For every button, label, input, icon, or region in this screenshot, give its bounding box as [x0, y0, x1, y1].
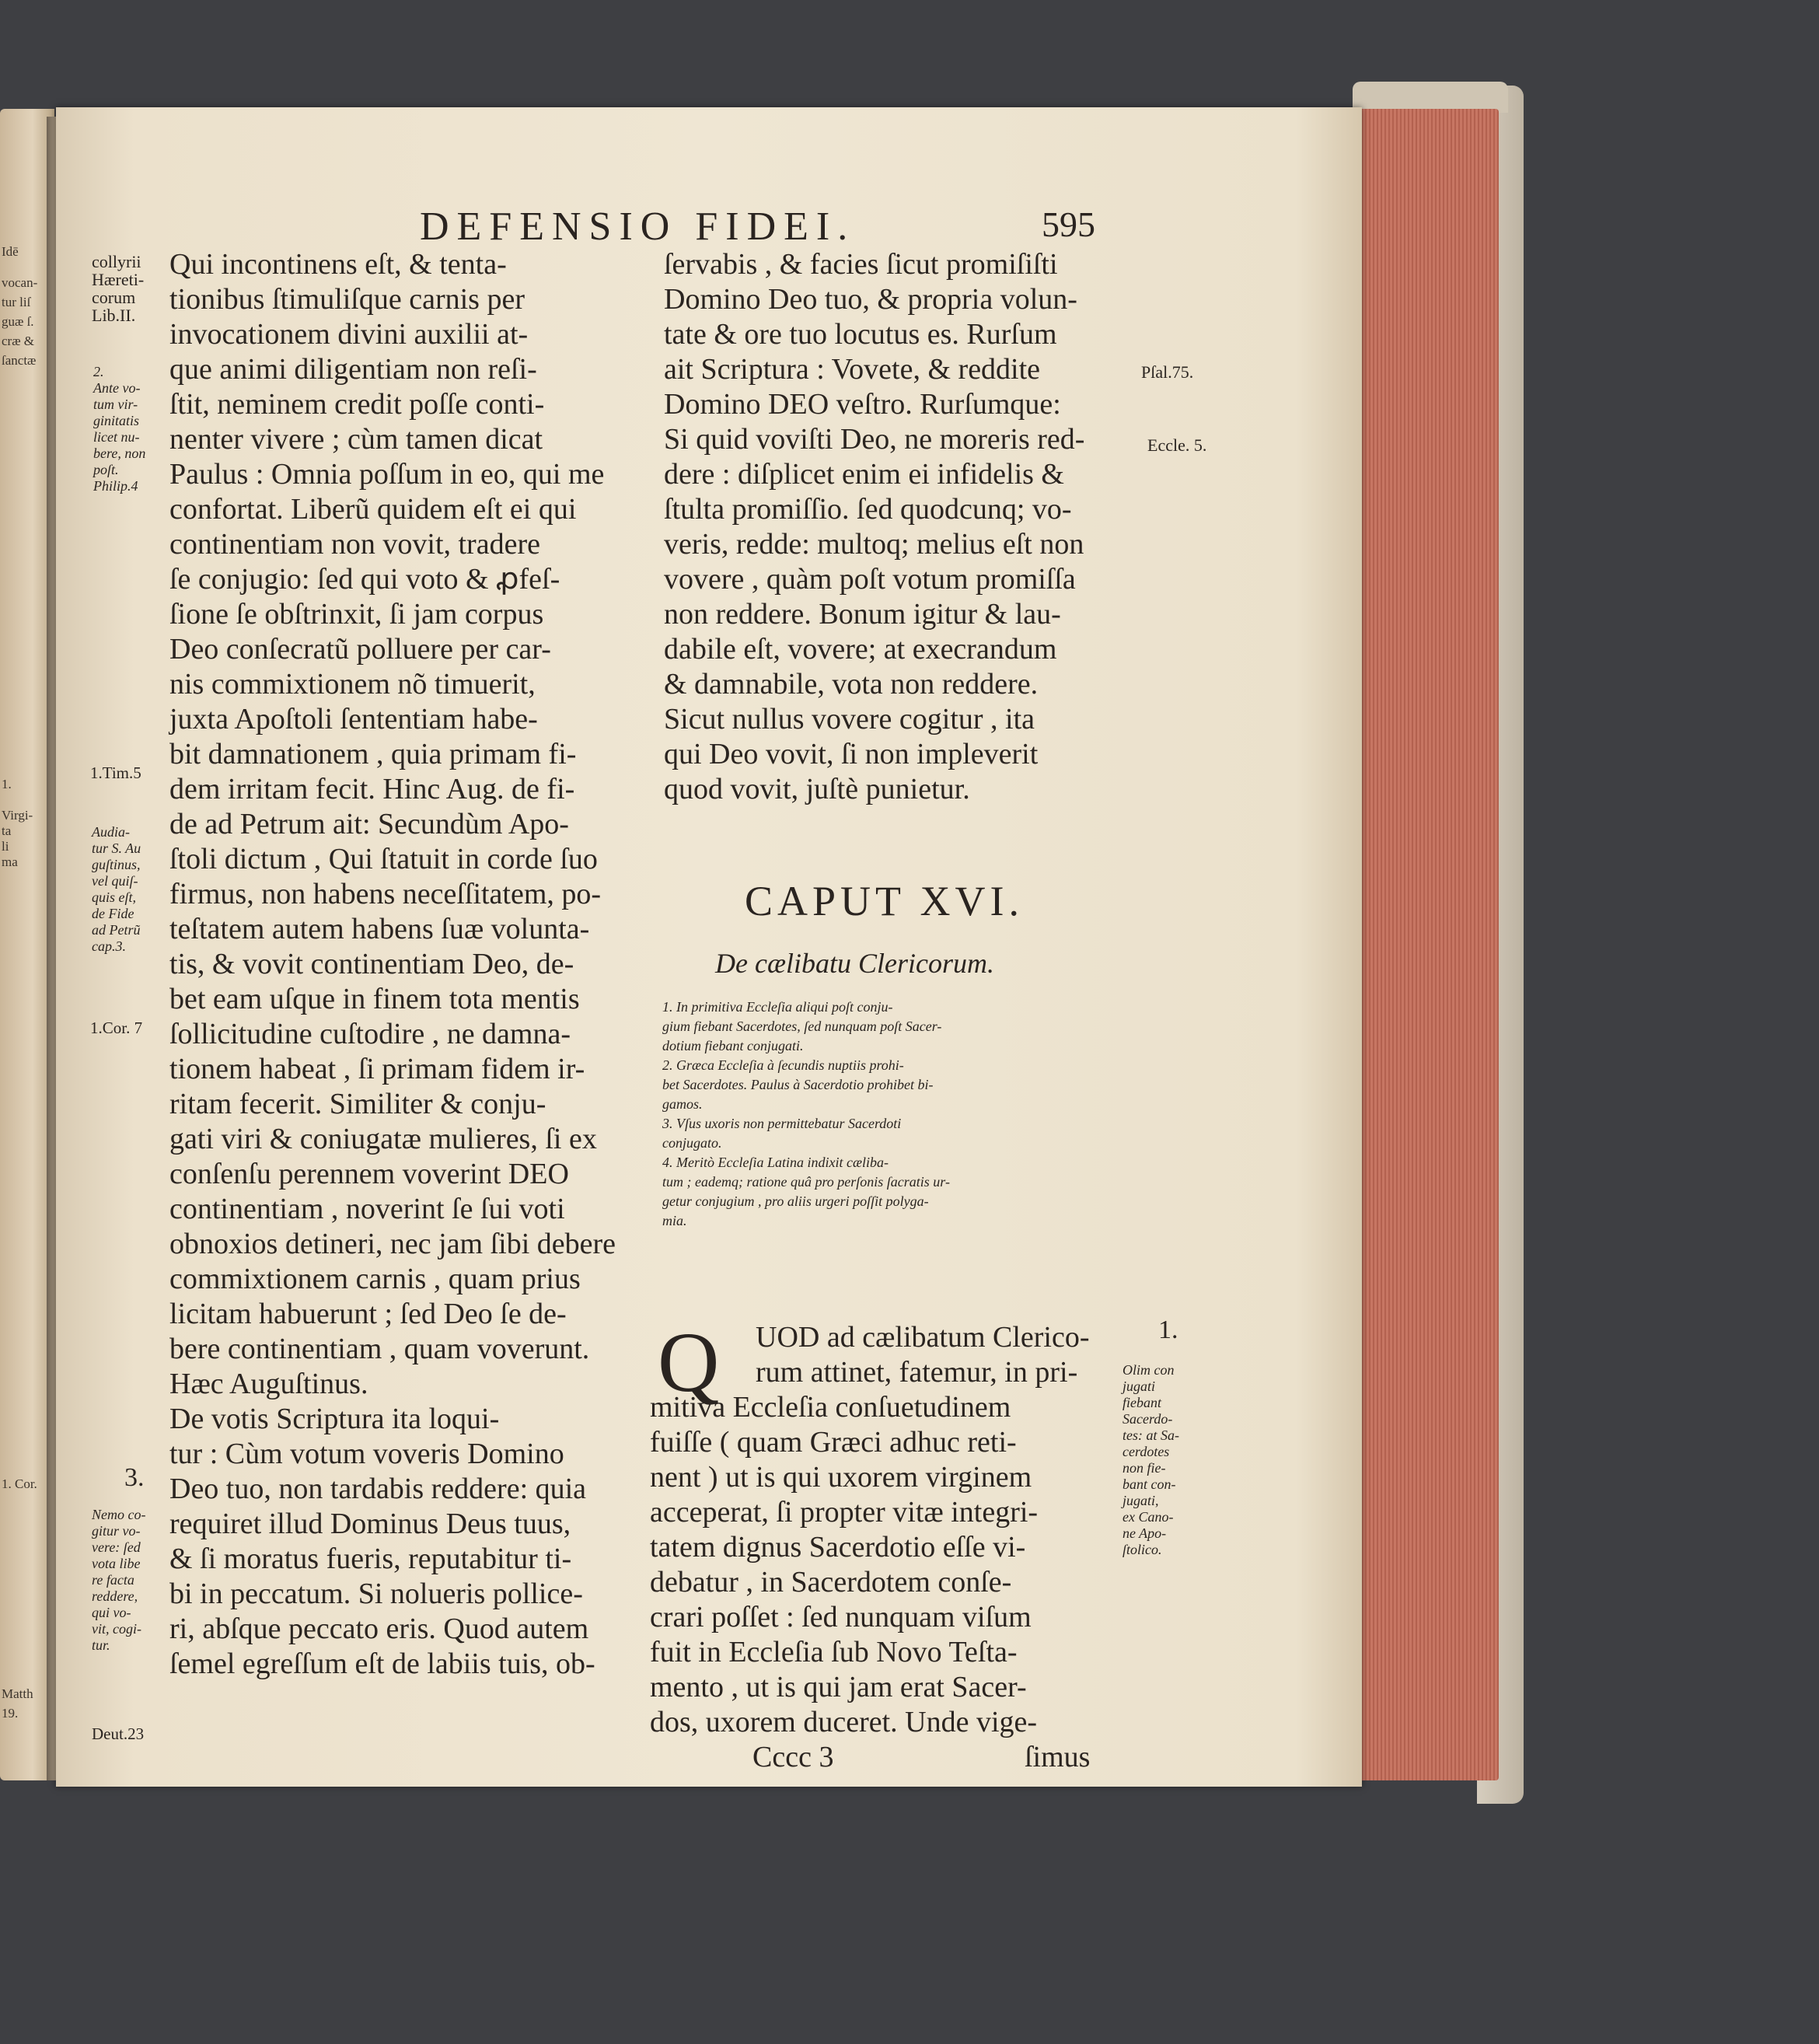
text-line: ſtulta promiſſio. ſed quodcunq; vo-: [664, 493, 1072, 526]
margin-note-psal: [1141, 364, 1193, 380]
text-line: acceperat, ſi propter vitæ integri-: [650, 1496, 1039, 1529]
text-line: de ad Petrum ait: Secundùm Apo-: [169, 808, 569, 840]
margin-note-line: cap.3.: [92, 938, 126, 954]
summary-line: bet Sacerdotes. Paulus à Sacerdotio prohibet bi-: [662, 1077, 934, 1092]
text-line: ſtoli dictum , Qui ſtatuit in corde ſuo: [169, 843, 598, 875]
text-line: Paulus : Omnia poſſum in eo, qui me: [169, 458, 605, 491]
previous-page-fragment: 1. Cor.: [2, 1476, 37, 1491]
margin-note-line: gitur vo-: [92, 1523, 141, 1539]
margin-note-line: tur.: [92, 1637, 110, 1653]
margin-note-line: guſtinus,: [92, 857, 141, 872]
margin-note-ante-votum: [93, 364, 145, 494]
margin-note-line: qui vo-: [92, 1605, 131, 1620]
previous-page-fragment: ma: [2, 854, 18, 869]
red-fore-edge: [1359, 109, 1499, 1780]
margin-note-line: ex Cano-: [1122, 1509, 1174, 1525]
margin-note-line: fiebant: [1122, 1395, 1161, 1410]
summary-line: 4. Meritò Eccleſia Latina indixit cæliba-: [662, 1155, 889, 1170]
margin-note-line: ſtolico.: [1122, 1542, 1162, 1557]
summary-line: mia.: [662, 1213, 687, 1228]
margin-note-line: 2.: [93, 364, 104, 379]
margin-note-line: vel quiſ-: [92, 873, 138, 889]
margin-note-collyrii: [92, 253, 144, 324]
previous-page-fragment: vocan-: [2, 275, 38, 290]
margin-note-olim-conjugati: [1122, 1362, 1179, 1558]
margin-note-line: reddere,: [92, 1588, 138, 1604]
text-line: bi in peccatum. Si nolueris pollice-: [169, 1578, 583, 1610]
text-line: mento , ut is qui jam erat Sacer-: [650, 1671, 1027, 1703]
text-line: Domino DEO veſtro. Rurſumque:: [664, 388, 1061, 421]
margin-note-line: non fie-: [1122, 1460, 1166, 1476]
text-line: continentiam , noverint ſe ſui voti: [169, 1193, 565, 1225]
previous-page-fragment: cræ &: [2, 334, 35, 348]
margin-note-line: vota libe: [92, 1556, 141, 1571]
previous-page-fragment: Idē: [2, 244, 19, 259]
margin-note-line: Ante vo-: [93, 380, 141, 396]
text-line: bit damnationem , quia primam fi-: [169, 738, 577, 770]
book-headcap: [1353, 82, 1508, 113]
text-line: non reddere. Bonum igitur & lau-: [664, 598, 1061, 631]
margin-note-line: 1.Cor. 7: [90, 1019, 143, 1037]
text-line: ſione ſe obſtrinxit, ſi jam corpus: [169, 598, 544, 631]
previous-page-fragment: 19.: [2, 1706, 19, 1721]
left-text-column: [169, 247, 616, 1682]
text-line: fuiſſe ( quam Græci adhuc reti-: [650, 1426, 1017, 1459]
chapter-body: [650, 1315, 1090, 1740]
text-line: gati viri & coniugatæ mulieres, ſi ex: [169, 1123, 597, 1155]
margin-note-line: ne Apo-: [1122, 1525, 1167, 1541]
text-line: obnoxios detineri, nec jam ſibi debere: [169, 1228, 616, 1260]
text-line: ſervabis , & facies ſicut promiſiſti: [664, 248, 1058, 281]
text-line: continentiam non vovit, tradere: [169, 528, 540, 561]
text-line: teſtatem autem habens ſuæ volunta-: [169, 913, 590, 945]
previous-page-fragment: li: [2, 839, 9, 854]
text-line: ait Scriptura : Vovete, & reddite: [664, 353, 1041, 386]
margin-note-line: re facta: [92, 1572, 134, 1588]
text-line: tionibus ſtimuliſque carnis per: [169, 283, 525, 316]
margin-note-line: 3.: [124, 1463, 145, 1492]
previous-page-fragment: ta: [2, 823, 12, 838]
margin-note-line: collyrii: [92, 252, 141, 271]
text-line: dabile eſt, vovere; at execrandum: [664, 633, 1057, 666]
text-line: crari poſſet : ſed nunquam viſum: [650, 1601, 1032, 1633]
text-line: veris, redde: multoq; melius eſt non: [664, 528, 1084, 561]
text-line: firmus, non habens neceſſitatem, po-: [169, 878, 602, 910]
margin-note-line: jugati: [1122, 1378, 1156, 1394]
text-line: ſe conjugio: ſed qui voto & ꝓfeſ-: [169, 563, 560, 596]
previous-page-fragment: guæ ſ.: [2, 314, 34, 329]
text-line: dere : diſplicet enim ei infidelis &: [664, 458, 1064, 491]
margin-note-line: Hæreti-: [92, 270, 145, 289]
margin-note-line: tur S. Au: [92, 840, 141, 856]
text-line: & ſi moratus fueris, reputabitur ti-: [169, 1543, 572, 1575]
margin-note-line: Audia-: [92, 824, 130, 840]
summary-line: gium fiebant Sacerdotes, ſed nunquam poſt Sacer-: [662, 1019, 942, 1034]
text-line: nis commixtionem nõ timuerit,: [169, 668, 536, 701]
text-line: tate & ore tuo locutus es. Rurſum: [664, 318, 1057, 351]
margin-note-line: ad Petrũ: [92, 922, 141, 938]
margin-note-line: poſt.: [93, 462, 119, 477]
text-line: invocationem divini auxilii at-: [169, 318, 529, 351]
previous-page-fragment: tur liſ: [2, 295, 31, 309]
text-line: vovere , quàm poſt votum promiſſa: [664, 563, 1076, 596]
chapter-subtitle: De cælibatu Clericorum.: [715, 948, 994, 979]
text-line: confortat. Liberũ quidem eſt ei qui: [169, 493, 577, 526]
margin-note-line: Lib.II.: [92, 306, 136, 325]
margin-note-line: quis eſt,: [92, 889, 136, 905]
text-line: ri, abſque peccato eris. Quod autem: [169, 1612, 589, 1645]
margin-note-line: Philip.4: [93, 478, 138, 494]
text-line: nent ) ut is qui uxorem virginem: [650, 1461, 1032, 1494]
margin-note-line: ginitatis: [93, 413, 140, 428]
text-line: requiret illud Dominus Deus tuus,: [169, 1508, 571, 1540]
summary-line: gamos.: [662, 1096, 703, 1112]
chapter-summary: [662, 998, 1129, 1231]
margin-note-line: vere: ſed: [92, 1539, 141, 1555]
text-line: conſenſu perennem voverint DEO: [169, 1158, 569, 1190]
text-line: mitiva Eccleſia conſuetudinem: [650, 1391, 1011, 1424]
text-line: fuit in Eccleſia ſub Novo Teſta-: [650, 1636, 1018, 1668]
catchword: ſimus: [1025, 1741, 1091, 1773]
previous-page-fragment: ſanctæ: [2, 353, 37, 368]
text-line: Si quid voviſti Deo, ne moreris red-: [664, 423, 1085, 456]
text-line: ſemel egreſſum eſt de labiis tuis, ob-: [169, 1647, 595, 1680]
text-line: ritam fecerit. Similiter & conju-: [169, 1088, 546, 1120]
margin-note-augustinus: [92, 824, 141, 955]
text-line: Sicut nullus vovere cogitur , ita: [664, 703, 1035, 735]
margin-note-line: Eccle. 5.: [1147, 435, 1207, 455]
text-line: quod vovit, juſtè punietur.: [664, 773, 970, 805]
text-line: rum attinet, fatemur, in pri-: [697, 1356, 1078, 1389]
text-line: ſollicitudine cuſtodire , ne damna-: [169, 1018, 571, 1050]
previous-page-fragment: Matth: [2, 1686, 33, 1701]
text-line: tatem dignus Sacerdotio eſſe vi-: [650, 1531, 1026, 1564]
margin-note-line: Deut.23: [92, 1724, 145, 1743]
margin-note-line: Sacerdo-: [1122, 1411, 1173, 1427]
text-line: licitam habuerunt ; ſed Deo ſe de-: [169, 1298, 567, 1330]
text-line: Qui incontinens eſt, & tenta-: [169, 248, 507, 281]
margin-note-eccle: [1147, 437, 1206, 453]
drop-cap-initial: Q: [658, 1315, 720, 1410]
margin-note-line: jugati,: [1122, 1493, 1159, 1508]
margin-note-line: Nemo co-: [92, 1507, 146, 1522]
right-text-column: [664, 247, 1084, 807]
text-line: debatur , in Sacerdotem conſe-: [650, 1566, 1012, 1599]
text-line: Hæc Auguſtinus.: [169, 1368, 368, 1400]
text-line: commixtionem carnis , quam prius: [169, 1263, 581, 1295]
margin-note-line: licet nu-: [93, 429, 140, 445]
summary-line: conjugato.: [662, 1135, 722, 1151]
margin-note-line: Olim con: [1122, 1362, 1175, 1378]
margin-note-line: 1.: [1158, 1315, 1178, 1344]
summary-line: tum ; eademq; ratione quâ pro perſonis ſacratis ur-: [662, 1174, 950, 1190]
margin-note-nemo-cogitur: [92, 1507, 145, 1654]
text-line: De votis Scriptura ita loqui-: [169, 1403, 500, 1435]
running-head: DEFENSIO FIDEI.: [420, 204, 856, 249]
margin-note-line: vit, cogi-: [92, 1621, 141, 1637]
text-line: qui Deo vovit, ſi non impleverit: [664, 738, 1039, 770]
margin-note-line: bant con-: [1122, 1476, 1176, 1492]
text-line: Deo conſecratũ polluere per car-: [169, 633, 551, 666]
margin-note-line: tum vir-: [93, 397, 138, 412]
margin-note-1tim: [90, 765, 141, 781]
text-line: dem irritam fecit. Hinc Aug. de fi-: [169, 773, 575, 805]
text-line: ſtit, neminem credit poſſe conti-: [169, 388, 545, 421]
margin-note-line: Pſal.75.: [1141, 362, 1194, 382]
margin-note-line: corum: [92, 288, 136, 307]
previous-page-fragment: 1.: [2, 777, 12, 791]
signature-mark: Cccc 3: [752, 1741, 834, 1773]
chapter-title: CAPUT XVI.: [745, 878, 1025, 924]
margin-note-num-1: [1158, 1315, 1178, 1344]
text-line: tur : Cùm votum voveris Domino: [169, 1438, 564, 1470]
margin-note-1cor: [90, 1020, 142, 1036]
margin-note-line: de Fide: [92, 906, 134, 921]
text-line: que animi diligentiam non reſi-: [169, 353, 537, 386]
margin-note-line: cerdotes: [1122, 1444, 1170, 1459]
text-line: & damnabile, vota non reddere.: [664, 668, 1039, 701]
margin-note-line: bere, non: [93, 445, 146, 461]
previous-page-fragment: Virgi-: [2, 808, 33, 823]
text-line: Domino Deo tuo, & propria volun-: [664, 283, 1077, 316]
margin-note-line: tes: at Sa-: [1122, 1427, 1179, 1443]
text-line: Deo tuo, non tardabis reddere: quia: [169, 1473, 587, 1505]
text-line: tionem habeat , ſi primam fidem ir-: [169, 1053, 585, 1085]
text-line: juxta Apoſtoli ſententiam habe-: [169, 703, 538, 735]
summary-line: getur conjugium , pro aliis urgeri poſſit polyga-: [662, 1193, 929, 1209]
text-line: bere continentiam , quam voverunt.: [169, 1333, 590, 1365]
margin-note-num-3: [124, 1463, 145, 1492]
text-line: dos, uxorem duceret. Unde vige-: [650, 1706, 1038, 1738]
text-line: UOD ad cælibatum Clerico-: [697, 1321, 1090, 1354]
text-line: bet eam uſque in finem tota mentis: [169, 983, 580, 1015]
margin-note-deut: [92, 1726, 144, 1742]
text-line: nenter vivere ; cùm tamen dicat: [169, 423, 543, 456]
summary-line: dotium fiebant conjugati.: [662, 1038, 804, 1053]
summary-line: 1. In primitiva Eccleſia aliqui poſt conju-: [662, 999, 893, 1015]
summary-line: 3. Vſus uxoris non permittebatur Sacerdoti: [662, 1116, 902, 1131]
page-number: 595: [1042, 204, 1095, 244]
summary-line: 2. Græca Eccleſia à ſecundis nuptiis prohi-: [662, 1057, 904, 1073]
margin-note-line: 1.Tim.5: [90, 763, 141, 782]
text-line: tis, & vovit continentiam Deo, de-: [169, 948, 574, 980]
